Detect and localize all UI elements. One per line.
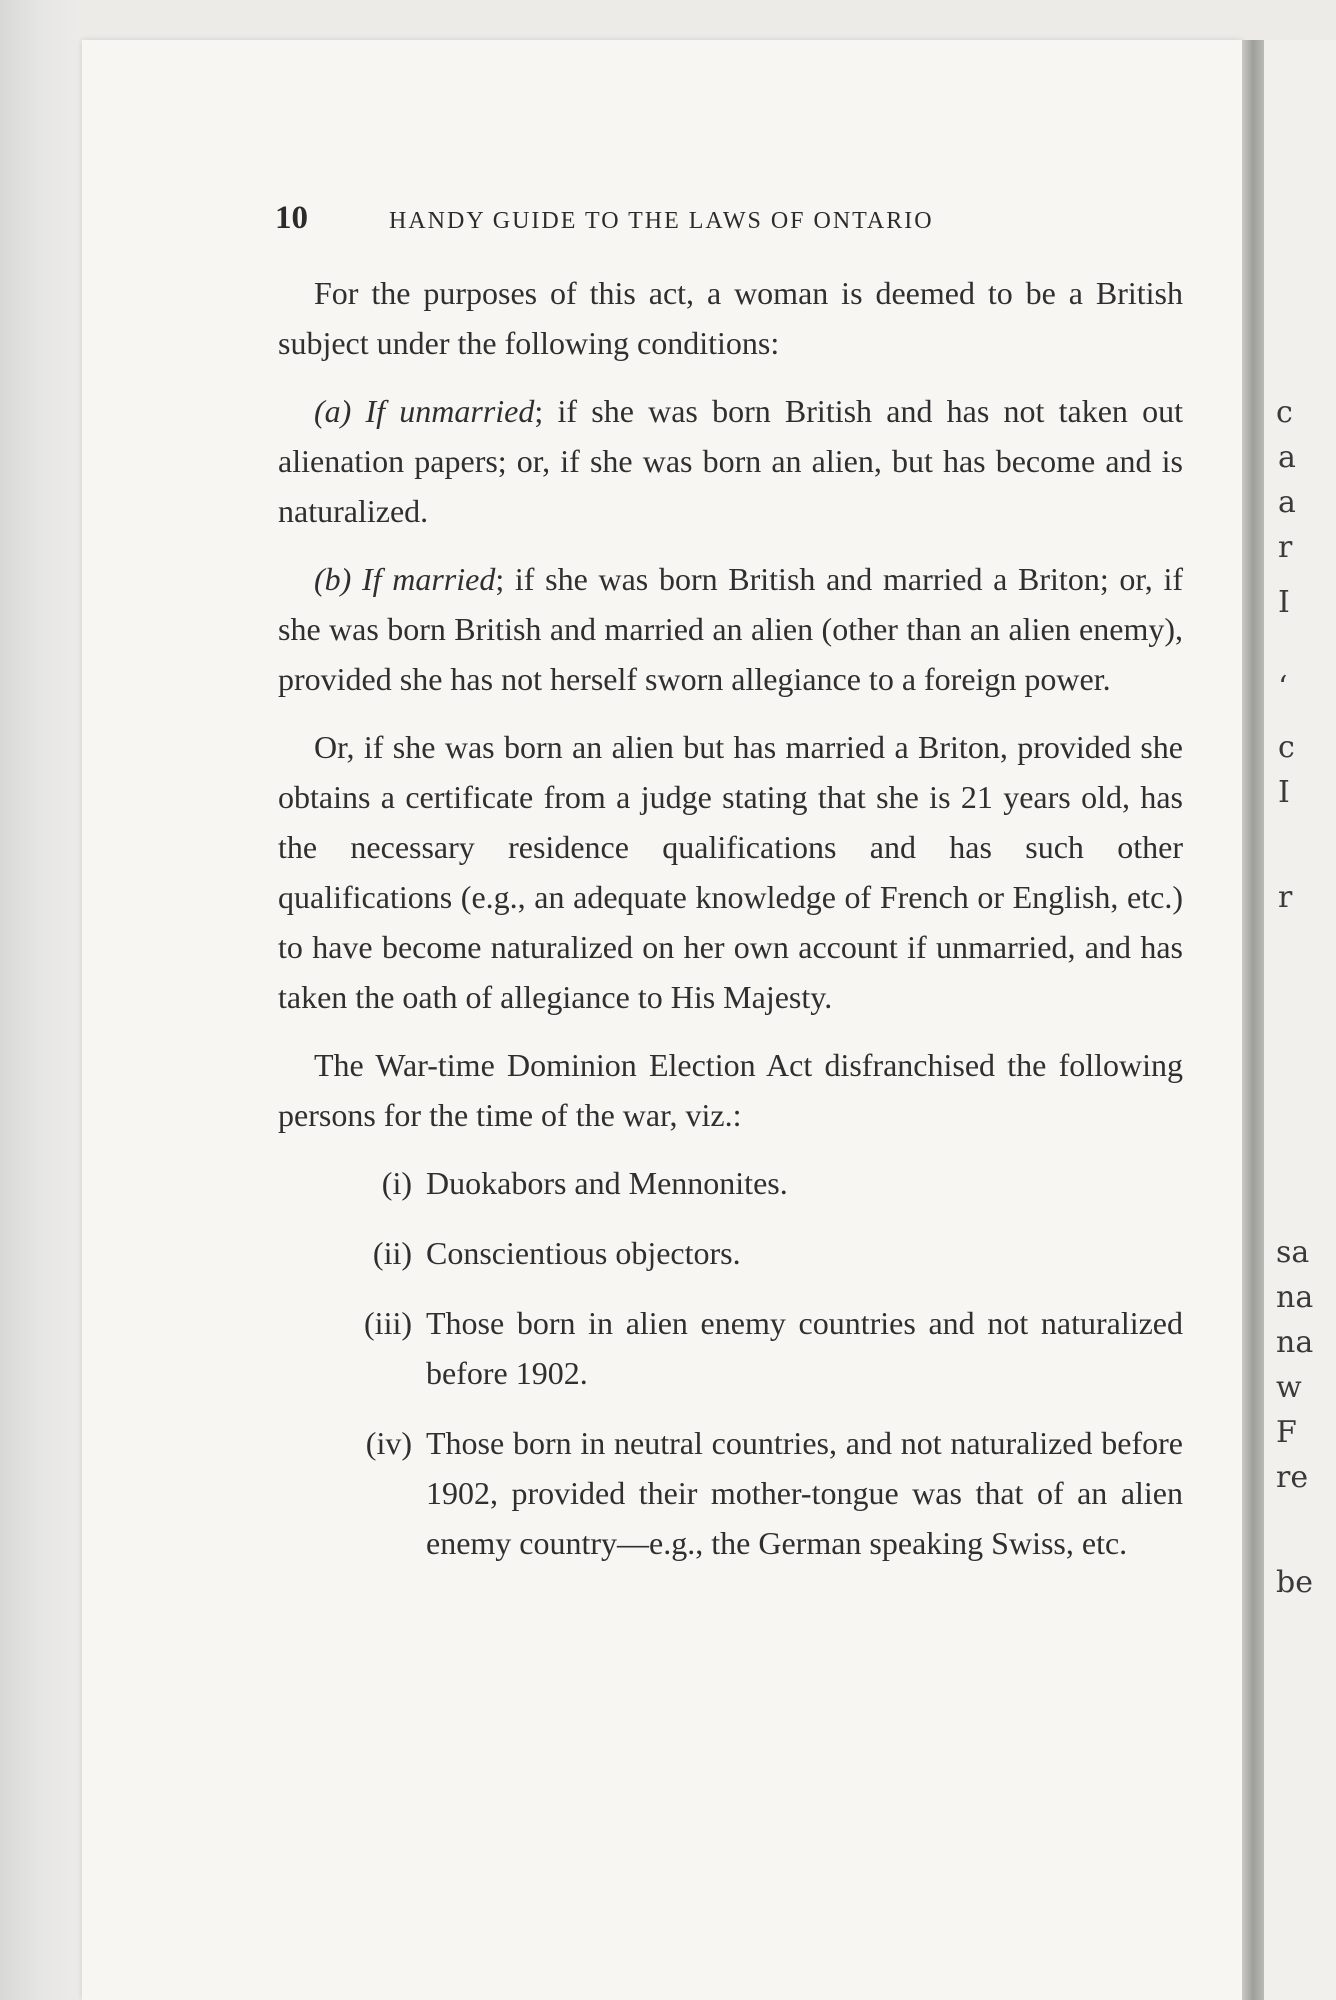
adjacent-page-fragment: a: [1278, 440, 1296, 475]
adjacent-page-fragment: be: [1276, 1565, 1313, 1600]
list-numeral: (iii): [364, 1305, 412, 1341]
clause-a-paragraph: [278, 386, 1183, 536]
adjacent-page-fragment: ‘: [1278, 670, 1288, 705]
adjacent-page-fragment: c: [1276, 395, 1293, 430]
page-number: 10: [275, 200, 308, 236]
adjacent-page-fragment: I: [1278, 775, 1290, 810]
adjacent-page-fragment: w: [1276, 1370, 1302, 1405]
adjacent-page-fragment: a: [1278, 485, 1296, 520]
clause-b-text: ; if she was born British and married a Briton; or, if she was born British and married an alien (other than an alien enemy), provided she has not herself sworn allegiance to a foreign power.: [278, 561, 1184, 697]
adjacent-page-fragment: re: [1276, 1460, 1309, 1495]
list-item: [278, 1158, 1183, 1208]
clause-c-paragraph: Or, if she was born an alien but has married a Briton, provided she obtains a certificate from a judge stating that she is 21 years old, has the necessary residence qualifications and has such other qualifications (e.g., an adequate knowledge of French or English, etc.) to have become naturalized on her own account if unmarried, and has taken the oath of allegiance to His Majesty.: [278, 729, 1183, 1015]
page-gutter: [1242, 40, 1264, 2000]
list-item-text: Conscientious objectors.: [426, 1235, 741, 1271]
adjacent-page-fragment: F: [1276, 1415, 1297, 1450]
list-item-text: Those born in neutral countries, and not naturalized before 1902, provided their mother-tongue was that of an alien enemy country—e.g., the German speaking Swiss, etc.: [426, 1425, 1183, 1561]
adjacent-page-fragment: I: [1278, 585, 1290, 620]
clause-a-marker: (a) If unmarried: [314, 393, 535, 429]
running-head: [275, 200, 1055, 237]
intro-paragraph: For the purposes of this act, a woman is deemed to be a British subject under the following conditions:: [278, 275, 1183, 361]
clause-a-text: ; if she was born British and has not taken out alienation papers; or, if she was born an alien, but has become and is naturalized.: [278, 393, 1184, 529]
disfranchised-list: [278, 1158, 1183, 1568]
wartime-act-paragraph: The War-time Dominion Election Act disfranchised the following persons for the time of the war, viz.:: [278, 1047, 1183, 1133]
running-title: HANDY GUIDE TO THE LAWS OF ONTARIO: [389, 208, 934, 234]
list-item: [278, 1418, 1183, 1568]
list-numeral: (iv): [365, 1425, 412, 1461]
clause-b-paragraph: [278, 554, 1183, 704]
adjacent-page-fragment: c: [1278, 730, 1295, 765]
list-numeral: (i): [381, 1165, 412, 1201]
adjacent-page-edge: [1264, 40, 1336, 2000]
list-item: [278, 1298, 1183, 1398]
adjacent-page-fragment: sa: [1276, 1235, 1310, 1270]
list-item-text: Those born in alien enemy countries and not naturalized before 1902.: [426, 1305, 1183, 1391]
list-item-text: Duokabors and Mennonites.: [426, 1165, 788, 1201]
adjacent-page-fragment: r: [1278, 530, 1293, 565]
adjacent-page-fragment: na: [1276, 1325, 1314, 1360]
list-item: [278, 1228, 1183, 1278]
adjacent-page-fragment: r: [1278, 880, 1293, 915]
page-body: [278, 268, 1183, 1588]
adjacent-page-fragment: na: [1276, 1280, 1314, 1315]
list-numeral: (ii): [372, 1235, 412, 1271]
clause-b-marker: (b) If married: [314, 561, 496, 597]
